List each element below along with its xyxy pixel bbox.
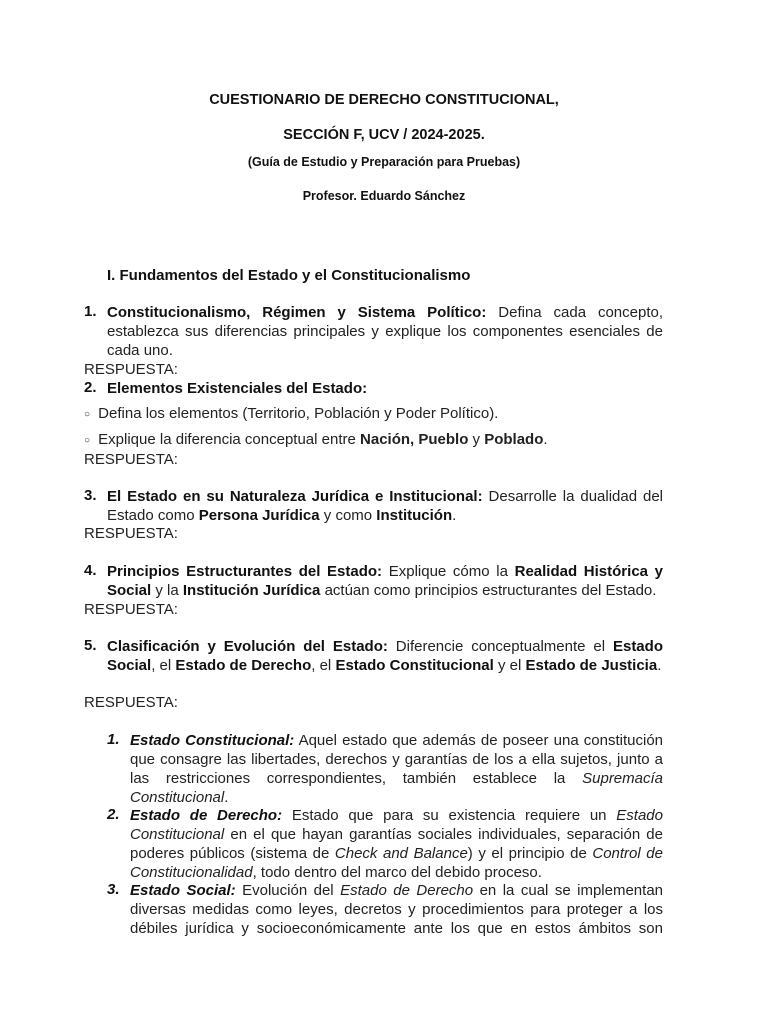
answer-item: Estado de Derecho: Estado que para su existencia requiere un Estado Constitucional en el que hayan garantías sociales individuales, separación de poderes públicos (sistema de Check and Balance) y el principio de Control de Constitucionalidad, todo dentro del marco del debido proceso.	[130, 807, 663, 881]
professor-name: Profesor. Eduardo Sánchez	[302, 189, 466, 203]
answer-item-number: 1.	[107, 731, 120, 748]
question-number: 1.	[84, 303, 97, 320]
question-text: Constitucionalismo, Régimen y Sistema Político: Defina cada concepto, establezca sus diferencias principales y explique los componentes esenciales de cada uno.	[107, 304, 664, 359]
question-title: El Estado en su Naturaleza Jurídica e Institucional:	[107, 488, 483, 505]
answer-item: Estado Social: Evolución del Estado de Derecho en la cual se implementan diversas medidas como leyes, decretos y procedimientos para proteger a los débiles jurídica y socioeconómicamente ante los que en estos ámbitos son	[130, 882, 664, 937]
question-title: Clasificación y Evolución del Estado:	[107, 638, 388, 655]
answer-item: Estado Constitucional: Aquel estado que además de poseer una constitución que consagre las libertades, derechos y garantías de los a ella sujetos, junto a las restricciones correspondientes, también establece la Supremacía Constitucional.	[130, 732, 663, 806]
answer-term: Estado Constitucional:	[130, 732, 295, 749]
circle-bullet-icon: ○	[84, 434, 91, 446]
answer-label: RESPUESTA:	[84, 694, 178, 711]
guide-note: (Guía de Estudio y Preparación para Pruebas)	[247, 155, 521, 169]
question-number: 4.	[84, 562, 97, 579]
question-text: Principios Estructurantes del Estado: Explique cómo la Realidad Histórica y Social y la Institución Jurídica actúan como principios estructurantes del Estado.	[107, 563, 664, 599]
question-number: 5.	[84, 637, 97, 654]
answer-label: RESPUESTA:	[84, 451, 178, 468]
document-subtitle: SECCIÓN F, UCV / 2024-2025.	[283, 127, 485, 143]
answer-term: Estado Social:	[130, 882, 236, 899]
question-text: Clasificación y Evolución del Estado: Diferencie conceptualmente el Estado Social, el Estado de Derecho, el Estado Constitucional y el Estado de Justicia.	[107, 638, 663, 674]
question-text	[107, 379, 663, 398]
answer-term: Estado de Derecho:	[130, 807, 283, 824]
question-number: 3.	[84, 487, 97, 504]
answer-label: RESPUESTA:	[84, 525, 178, 542]
section-heading: I. Fundamentos del Estado y el Constitucionalismo	[107, 267, 471, 284]
list-item: ○ Defina los elementos (Territorio, Población y Poder Político).	[84, 405, 499, 422]
answer-label: RESPUESTA:	[84, 361, 178, 378]
answer-item-number: 3.	[107, 881, 120, 898]
question-title: Elementos Existenciales del Estado:	[107, 380, 368, 397]
question-number: 2.	[84, 379, 97, 396]
answer-label: RESPUESTA:	[84, 601, 178, 618]
question-text: El Estado en su Naturaleza Jurídica e Institucional: Desarrolle la dualidad del Estado como Persona Jurídica y como Institución.	[107, 488, 664, 524]
question-title: Constitucionalismo, Régimen y Sistema Político:	[107, 304, 487, 321]
document-title: CUESTIONARIO DE DERECHO CONSTITUCIONAL,	[209, 92, 559, 108]
circle-bullet-icon: ○	[84, 408, 91, 420]
list-item: ○ Explique la diferencia conceptual entre Nación, Pueblo y Poblado.	[84, 431, 548, 448]
answer-item-number: 2.	[107, 806, 120, 823]
question-title: Principios Estructurantes del Estado:	[107, 563, 383, 580]
